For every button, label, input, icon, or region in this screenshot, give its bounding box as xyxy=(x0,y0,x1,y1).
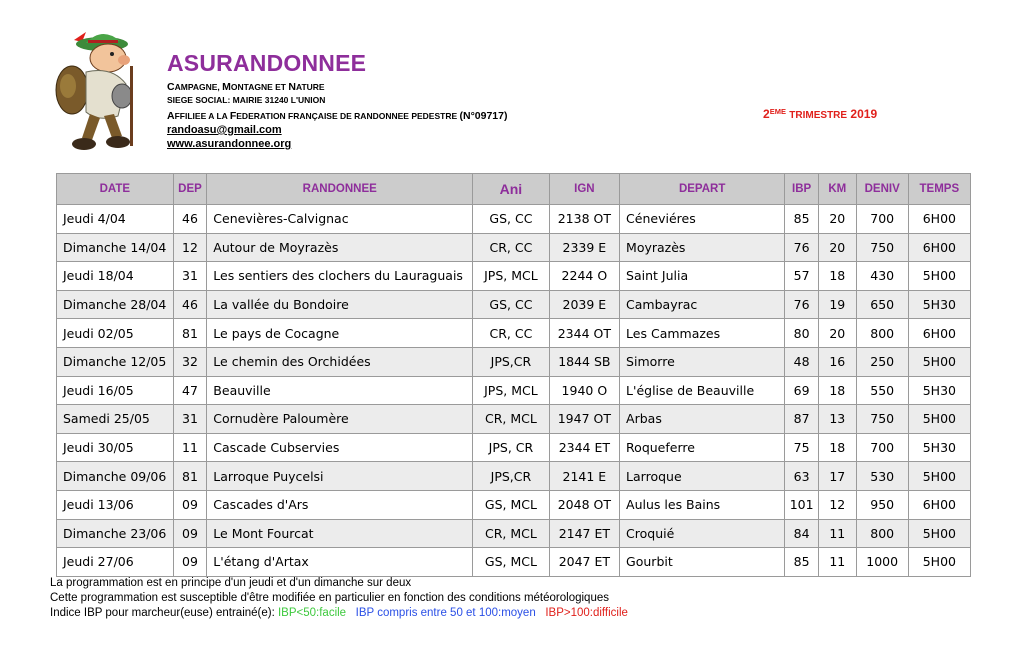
org-email-link[interactable]: randoasu@gmail.com xyxy=(167,124,282,136)
cell-dep: 47 xyxy=(173,376,207,405)
cell-dep: 46 xyxy=(173,290,207,319)
cell-km: 18 xyxy=(818,376,856,405)
cell-temps: 5H00 xyxy=(908,262,970,291)
cell-ani: JPS, MCL xyxy=(473,376,550,405)
cell-depart: Céneviéres xyxy=(620,205,785,234)
cell-date: Dimanche 12/05 xyxy=(57,347,174,376)
table-row xyxy=(57,376,971,405)
cell-randonnee: Le Mont Fourcat xyxy=(207,519,473,548)
program-table xyxy=(56,173,971,577)
table-row xyxy=(57,548,971,577)
cell-dep: 31 xyxy=(173,405,207,434)
cell-deniv: 430 xyxy=(856,262,908,291)
cell-ibp: 80 xyxy=(785,319,819,348)
cell-deniv: 700 xyxy=(856,205,908,234)
cell-date: Dimanche 28/04 xyxy=(57,290,174,319)
cell-dep: 81 xyxy=(173,462,207,491)
cell-dep: 11 xyxy=(173,433,207,462)
cell-temps: 5H30 xyxy=(908,290,970,319)
cell-km: 19 xyxy=(818,290,856,319)
cell-ani: JPS, CR xyxy=(473,433,550,462)
col-header-ibp: IBP xyxy=(785,174,819,205)
cell-date: Jeudi 4/04 xyxy=(57,205,174,234)
cell-date: Jeudi 18/04 xyxy=(57,262,174,291)
cell-ign: 2339 E xyxy=(549,233,619,262)
ibp-easy: IBP<50:facile xyxy=(277,607,347,619)
cell-randonnee: Cornudère Paloumère xyxy=(207,405,473,434)
col-header-ani: Ani xyxy=(473,174,550,205)
cell-depart: Aulus les Bains xyxy=(620,490,785,519)
cell-deniv: 530 xyxy=(856,462,908,491)
cell-ibp: 63 xyxy=(785,462,819,491)
table-row xyxy=(57,347,971,376)
notes xyxy=(50,576,628,621)
col-header-deniv: DENIV xyxy=(856,174,908,205)
cell-deniv: 1000 xyxy=(856,548,908,577)
cell-ign: 2344 OT xyxy=(549,319,619,348)
cell-temps: 6H00 xyxy=(908,490,970,519)
cell-ani: CR, CC xyxy=(473,319,550,348)
table-row xyxy=(57,433,971,462)
org-affiliation: AFFILIEE A LA FEDERATION FRANÇAISE DE RANDONNEE PEDESTRE (N°09717) xyxy=(167,110,508,122)
cell-dep: 09 xyxy=(173,519,207,548)
cell-depart: Moyrazès xyxy=(620,233,785,262)
ibp-hard: IBP>100:difficile xyxy=(545,607,628,619)
cell-deniv: 650 xyxy=(856,290,908,319)
cell-deniv: 800 xyxy=(856,319,908,348)
cell-temps: 5H00 xyxy=(908,462,970,491)
cell-ibp: 76 xyxy=(785,233,819,262)
col-header-date: DATE xyxy=(57,174,174,205)
cell-deniv: 800 xyxy=(856,519,908,548)
cell-depart: Arbas xyxy=(620,405,785,434)
cell-date: Jeudi 27/06 xyxy=(57,548,174,577)
cell-date: Samedi 25/05 xyxy=(57,405,174,434)
cell-date: Dimanche 23/06 xyxy=(57,519,174,548)
col-header-depart: DEPART xyxy=(620,174,785,205)
cell-km: 11 xyxy=(818,519,856,548)
cell-ibp: 69 xyxy=(785,376,819,405)
cell-randonnee: Beauville xyxy=(207,376,473,405)
cell-ign: 2147 ET xyxy=(549,519,619,548)
cell-ign: 1940 O xyxy=(549,376,619,405)
cell-depart: Simorre xyxy=(620,347,785,376)
period-label: 2EME TRIMESTRE 2019 xyxy=(763,107,878,121)
cell-km: 18 xyxy=(818,262,856,291)
col-header-randonnee: RANDONNEE xyxy=(207,174,473,205)
cell-depart: Larroque xyxy=(620,462,785,491)
cell-ibp: 76 xyxy=(785,290,819,319)
cell-randonnee: Cenevières-Calvignac xyxy=(207,205,473,234)
cell-ibp: 85 xyxy=(785,548,819,577)
cell-date: Jeudi 13/06 xyxy=(57,490,174,519)
cell-randonnee: L'étang d'Artax xyxy=(207,548,473,577)
cell-deniv: 750 xyxy=(856,233,908,262)
cell-date: Jeudi 02/05 xyxy=(57,319,174,348)
col-header-km: KM xyxy=(818,174,856,205)
table-row xyxy=(57,405,971,434)
cell-temps: 6H00 xyxy=(908,205,970,234)
cell-depart: Les Cammazes xyxy=(620,319,785,348)
cell-temps: 6H00 xyxy=(908,319,970,348)
cell-deniv: 250 xyxy=(856,347,908,376)
table-row xyxy=(57,519,971,548)
col-header-dep: DEP xyxy=(173,174,207,205)
cell-km: 18 xyxy=(818,433,856,462)
cell-ani: CR, CC xyxy=(473,233,550,262)
cell-ani: GS, CC xyxy=(473,205,550,234)
cell-ibp: 85 xyxy=(785,205,819,234)
cell-depart: Gourbit xyxy=(620,548,785,577)
col-header-temps: TEMPS xyxy=(908,174,970,205)
org-title: ASURANDONNEE xyxy=(167,50,367,76)
table-row xyxy=(57,233,971,262)
table-row xyxy=(57,205,971,234)
cell-ibp: 84 xyxy=(785,519,819,548)
cell-ibp: 57 xyxy=(785,262,819,291)
cell-ani: JPS, MCL xyxy=(473,262,550,291)
org-subtitle: CAMPAGNE, MONTAGNE ET NATURE xyxy=(167,81,325,93)
cell-ign: 2244 O xyxy=(549,262,619,291)
cell-depart: Roqueferre xyxy=(620,433,785,462)
cell-ani: GS, CC xyxy=(473,290,550,319)
cell-depart: L'église de Beauville xyxy=(620,376,785,405)
cell-randonnee: La vallée du Bondoire xyxy=(207,290,473,319)
note-line-3: Indice IBP pour marcheur(euse) entrainé(e): IBP<50:facile IBP compris entre 50 et 100:moyen IBP>100:difficile xyxy=(50,607,628,619)
cell-ani: JPS,CR xyxy=(473,347,550,376)
cell-ibp: 87 xyxy=(785,405,819,434)
org-website-link[interactable]: www.asurandonnee.org xyxy=(167,138,292,150)
note-line-2: Cette programmation est susceptible d'être modifiée en particulier en fonction des conditions météorologiques xyxy=(50,592,609,604)
cell-km: 20 xyxy=(818,233,856,262)
cell-randonnee: Le chemin des Orchidées xyxy=(207,347,473,376)
cell-ani: GS, MCL xyxy=(473,490,550,519)
table-row xyxy=(57,490,971,519)
cell-randonnee: Autour de Moyrazès xyxy=(207,233,473,262)
cell-deniv: 550 xyxy=(856,376,908,405)
cell-ign: 2039 E xyxy=(549,290,619,319)
cell-deniv: 700 xyxy=(856,433,908,462)
col-header-ign: IGN xyxy=(549,174,619,205)
cell-ign: 1844 SB xyxy=(549,347,619,376)
cell-temps: 6H00 xyxy=(908,233,970,262)
cell-km: 11 xyxy=(818,548,856,577)
hiker-mascot-icon xyxy=(52,26,144,154)
cell-randonnee: Le pays de Cocagne xyxy=(207,319,473,348)
cell-temps: 5H00 xyxy=(908,405,970,434)
cell-depart: Saint Julia xyxy=(620,262,785,291)
cell-ani: GS, MCL xyxy=(473,548,550,577)
cell-ign: 2344 ET xyxy=(549,433,619,462)
table-row xyxy=(57,319,971,348)
cell-dep: 81 xyxy=(173,319,207,348)
cell-deniv: 950 xyxy=(856,490,908,519)
cell-temps: 5H30 xyxy=(908,433,970,462)
cell-km: 16 xyxy=(818,347,856,376)
cell-ani: CR, MCL xyxy=(473,519,550,548)
table-header-row xyxy=(57,174,971,205)
cell-dep: 31 xyxy=(173,262,207,291)
cell-date: Jeudi 30/05 xyxy=(57,433,174,462)
note-line-1: La programmation est en principe d'un jeudi et d'un dimanche sur deux xyxy=(50,577,412,589)
cell-ign: 2047 ET xyxy=(549,548,619,577)
cell-randonnee: Cascades d'Ars xyxy=(207,490,473,519)
cell-temps: 5H00 xyxy=(908,347,970,376)
cell-dep: 09 xyxy=(173,548,207,577)
cell-dep: 12 xyxy=(173,233,207,262)
table-row xyxy=(57,262,971,291)
cell-temps: 5H00 xyxy=(908,519,970,548)
cell-ign: 1947 OT xyxy=(549,405,619,434)
cell-km: 17 xyxy=(818,462,856,491)
cell-ani: CR, MCL xyxy=(473,405,550,434)
cell-ign: 2048 OT xyxy=(549,490,619,519)
cell-dep: 32 xyxy=(173,347,207,376)
cell-ibp: 48 xyxy=(785,347,819,376)
cell-randonnee: Les sentiers des clochers du Lauraguais xyxy=(207,262,473,291)
cell-randonnee: Larroque Puycelsi xyxy=(207,462,473,491)
cell-randonnee: Cascade Cubservies xyxy=(207,433,473,462)
cell-depart: Croquié xyxy=(620,519,785,548)
cell-km: 20 xyxy=(818,205,856,234)
cell-deniv: 750 xyxy=(856,405,908,434)
cell-temps: 5H30 xyxy=(908,376,970,405)
table-row xyxy=(57,290,971,319)
cell-dep: 09 xyxy=(173,490,207,519)
cell-km: 12 xyxy=(818,490,856,519)
cell-depart: Cambayrac xyxy=(620,290,785,319)
cell-ibp: 75 xyxy=(785,433,819,462)
org-siege: SIEGE SOCIAL: MAIRIE 31240 L'UNION xyxy=(167,95,326,105)
cell-ign: 2138 OT xyxy=(549,205,619,234)
cell-km: 13 xyxy=(818,405,856,434)
cell-ibp: 101 xyxy=(785,490,819,519)
cell-ani: JPS,CR xyxy=(473,462,550,491)
ibp-medium: IBP compris entre 50 et 100:moyen xyxy=(355,607,536,619)
cell-date: Dimanche 14/04 xyxy=(57,233,174,262)
cell-date: Dimanche 09/06 xyxy=(57,462,174,491)
table-row xyxy=(57,462,971,491)
cell-dep: 46 xyxy=(173,205,207,234)
cell-temps: 5H00 xyxy=(908,548,970,577)
cell-km: 20 xyxy=(818,319,856,348)
cell-date: Jeudi 16/05 xyxy=(57,376,174,405)
cell-ign: 2141 E xyxy=(549,462,619,491)
